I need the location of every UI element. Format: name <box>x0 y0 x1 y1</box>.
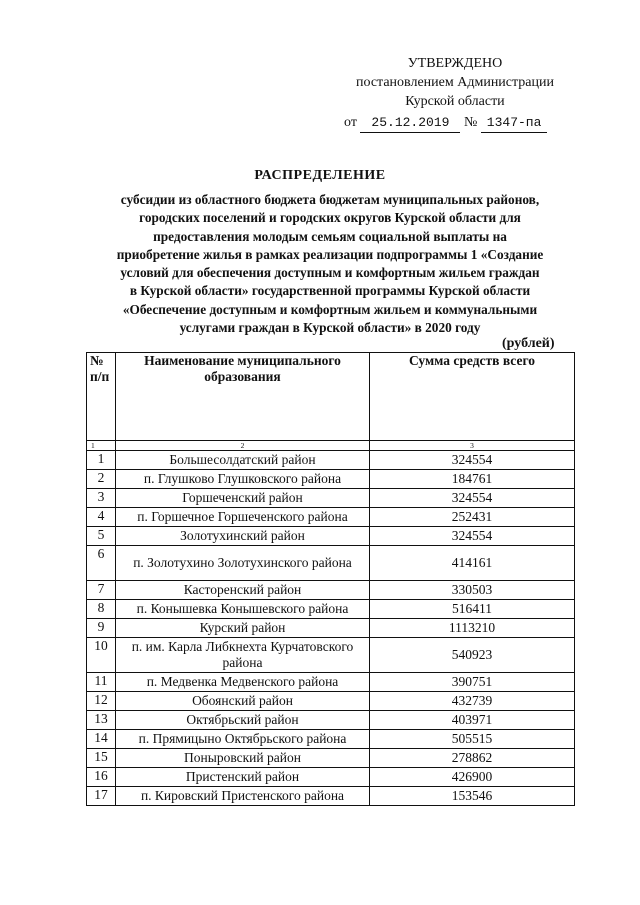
row-name: Поныровский район <box>116 749 370 768</box>
document-title: РАСПРЕДЕЛЕНИЕ <box>254 168 386 183</box>
table-row <box>87 581 575 600</box>
row-name: Золотухинский район <box>116 527 370 546</box>
row-sum: 540923 <box>370 638 575 673</box>
column-index: 2 <box>116 441 370 451</box>
approval-date: 25.12.2019 <box>360 113 460 133</box>
table-row <box>87 451 575 470</box>
approval-heading: УТВЕРЖДЕНО <box>407 56 503 71</box>
subtitle-line: услугами граждан в Курской области» в 2020 году <box>179 320 481 336</box>
approval-number: 1347-па <box>481 113 548 133</box>
row-number: 9 <box>87 619 116 638</box>
row-sum: 390751 <box>370 673 575 692</box>
row-number: 16 <box>87 768 116 787</box>
row-sum: 324554 <box>370 489 575 508</box>
table-row <box>87 768 575 787</box>
row-name: Большесолдатский район <box>116 451 370 470</box>
table-row <box>87 508 575 527</box>
row-name: п. Кировский Пристенского района <box>116 787 370 806</box>
row-name: п. Глушково Глушковского района <box>116 470 370 489</box>
subtitle-line: в Курской области» государственной программы Курской области <box>129 283 531 299</box>
row-number: 8 <box>87 600 116 619</box>
row-name: Горшеченский район <box>116 489 370 508</box>
header-number: № п/п <box>87 353 116 441</box>
header-name: Наименование муниципального образования <box>116 353 370 441</box>
row-number: 10 <box>87 638 116 673</box>
row-name: п. Золотухино Золотухинского района <box>116 546 370 581</box>
row-number: 14 <box>87 730 116 749</box>
row-name: Обоянский район <box>116 692 370 711</box>
subtitle-line: условий для обеспечения доступным и комфортным жильем граждан <box>120 265 540 281</box>
table-body <box>87 451 575 806</box>
table-header-row <box>87 353 575 441</box>
row-sum: 403971 <box>370 711 575 730</box>
subtitle-line: «Обеспечение доступным и комфортным жильем и коммунальными <box>122 301 538 317</box>
column-index: 3 <box>370 441 575 451</box>
row-name: п. Горшечное Горшеченского района <box>116 508 370 527</box>
table-row <box>87 619 575 638</box>
table-row <box>87 749 575 768</box>
row-sum: 184761 <box>370 470 575 489</box>
row-sum: 432739 <box>370 692 575 711</box>
row-name: Касторенский район <box>116 581 370 600</box>
date-prefix: от <box>344 115 357 130</box>
header-sum: Сумма средств всего <box>370 353 575 441</box>
row-sum: 324554 <box>370 527 575 546</box>
row-name: п. Медвенка Медвенского района <box>116 673 370 692</box>
row-number: 7 <box>87 581 116 600</box>
row-sum: 414161 <box>370 546 575 581</box>
row-number: 3 <box>87 489 116 508</box>
distribution-table <box>86 352 575 806</box>
row-name: Октябрьский район <box>116 711 370 730</box>
table-row <box>87 527 575 546</box>
row-number: 5 <box>87 527 116 546</box>
table-row <box>87 489 575 508</box>
approval-line-2: Курской области <box>405 94 505 109</box>
row-sum: 324554 <box>370 451 575 470</box>
approval-stamp <box>330 54 580 133</box>
document-subtitle <box>80 191 580 337</box>
subtitle-line: приобретение жилья в рамках реализации подпрограммы 1 «Создание <box>116 246 544 262</box>
row-number: 12 <box>87 692 116 711</box>
row-sum: 516411 <box>370 600 575 619</box>
row-name: Пристенский район <box>116 768 370 787</box>
subtitle-line: городских поселений и городских округов Курской области для <box>139 210 521 226</box>
table-row <box>87 692 575 711</box>
row-name: п. Конышевка Конышевского района <box>116 600 370 619</box>
approval-line-1: постановлением Администрации <box>356 75 554 90</box>
table-row <box>87 638 575 673</box>
row-number: 2 <box>87 470 116 489</box>
row-name: Курский район <box>116 619 370 638</box>
approval-date-line <box>330 113 580 133</box>
number-sign: № <box>463 115 478 130</box>
row-sum: 505515 <box>370 730 575 749</box>
row-sum: 426900 <box>370 768 575 787</box>
table-row <box>87 470 575 489</box>
row-number: 4 <box>87 508 116 527</box>
row-sum: 278862 <box>370 749 575 768</box>
table-row <box>87 546 575 581</box>
row-name: п. им. Карла Либкнехта Курчатовского района <box>116 638 370 673</box>
row-number: 1 <box>87 451 116 470</box>
row-sum: 1113210 <box>370 619 575 638</box>
row-sum: 153546 <box>370 787 575 806</box>
column-index: 1 <box>87 441 116 451</box>
row-name: п. Прямицыно Октябрьского района <box>116 730 370 749</box>
row-number: 11 <box>87 673 116 692</box>
row-number: 13 <box>87 711 116 730</box>
table-row <box>87 711 575 730</box>
table-row <box>87 730 575 749</box>
row-number: 6 <box>87 546 116 581</box>
table-row <box>87 787 575 806</box>
row-number: 15 <box>87 749 116 768</box>
column-index-row <box>87 441 575 451</box>
row-sum: 252431 <box>370 508 575 527</box>
table-row <box>87 600 575 619</box>
row-sum: 330503 <box>370 581 575 600</box>
subtitle-line: предоставления молодым семьям социальной выплаты на <box>153 228 507 244</box>
currency-unit: (рублей) <box>502 336 555 351</box>
table-row <box>87 673 575 692</box>
row-number: 17 <box>87 787 116 806</box>
subtitle-line: субсидии из областного бюджета бюджетам муниципальных районов, <box>120 192 540 207</box>
